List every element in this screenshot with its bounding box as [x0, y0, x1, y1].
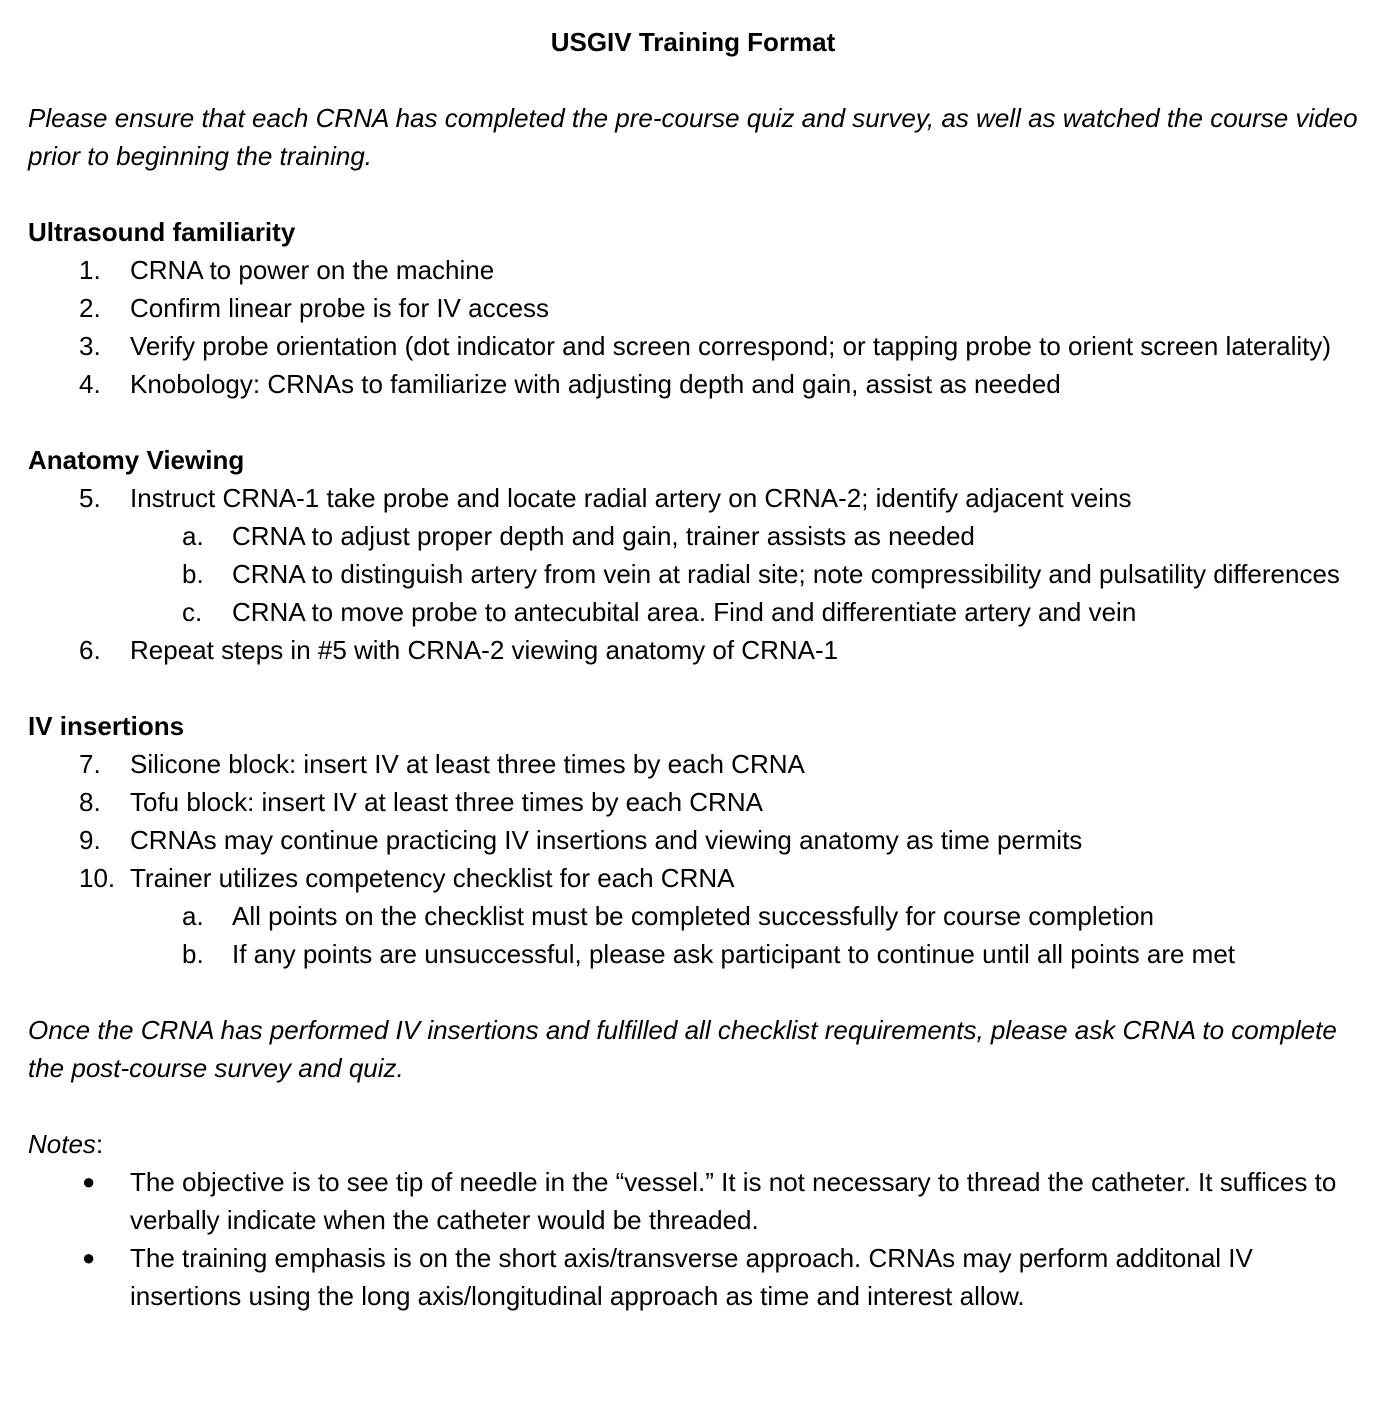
list-item	[28, 365, 1358, 403]
note-item-text: The training emphasis is on the short axis/transverse approach. CRNAs may perform additonal IV insertions using the long axis/longitudinal approach as time and interest allow.	[130, 1243, 1253, 1311]
list-item	[28, 821, 1358, 859]
notes-label: Notes	[28, 1129, 96, 1159]
sub-list-letter: c.	[182, 597, 203, 627]
sub-list-letter: b.	[182, 939, 204, 969]
list-item-text: Knobology: CRNAs to familiarize with adjusting depth and gain, assist as needed	[130, 369, 1061, 399]
list-item	[28, 251, 1358, 289]
list-item	[28, 783, 1358, 821]
sub-list-item-text: All points on the checklist must be completed successfully for course completion	[232, 901, 1154, 931]
sub-list-item	[28, 593, 1358, 631]
list-item-text: Silicone block: insert IV at least three times by each CRNA	[130, 749, 805, 779]
sub-list-item-text: CRNA to distinguish artery from vein at radial site; note compressibility and pulsatility differences	[232, 559, 1340, 589]
list-item	[28, 631, 1358, 669]
list-number: 8.	[79, 787, 101, 817]
list-item-text: Verify probe orientation (dot indicator and screen correspond; or tapping probe to orient screen laterality)	[130, 331, 1332, 361]
note-item	[28, 1239, 1358, 1315]
list-item	[28, 859, 1358, 897]
notes-colon: :	[95, 1129, 104, 1159]
list-number: 3.	[79, 331, 101, 361]
section-heading-iv-insertions: IV insertions	[28, 711, 185, 741]
note-item-text: The objective is to see tip of needle in the “vessel.” It is not necessary to thread the catheter. It suffices to verbally indicate when the catheter would be threaded.	[130, 1167, 1337, 1235]
notes-heading	[28, 1125, 1358, 1163]
document-page	[28, 23, 1358, 1315]
sub-list-letter: a.	[182, 521, 204, 551]
list-item-text: CRNA to power on the machine	[130, 255, 495, 285]
spacer	[28, 973, 1358, 1011]
list-number: 1.	[79, 255, 101, 285]
list-item-text: Instruct CRNA-1 take probe and locate radial artery on CRNA-2; identify adjacent veins	[130, 483, 1132, 513]
sub-list-item	[28, 897, 1358, 935]
list-number: 10.	[79, 863, 116, 893]
list-item	[28, 289, 1358, 327]
sub-list-item	[28, 935, 1358, 973]
sub-list-letter: a.	[182, 901, 204, 931]
list-item	[28, 327, 1358, 365]
sub-list-item	[28, 555, 1358, 593]
list-item-text: Confirm linear probe is for IV access	[130, 293, 550, 323]
spacer	[28, 403, 1358, 441]
sub-list-item	[28, 517, 1358, 555]
intro-paragraph: Please ensure that each CRNA has completed the pre-course quiz and survey, as well as watched the course video prior to beginning the training.	[28, 103, 1358, 171]
spacer	[28, 61, 1358, 99]
bullet-icon: ●	[82, 1245, 96, 1270]
bullet-icon: ●	[82, 1169, 96, 1194]
sub-list-letter: b.	[182, 559, 204, 589]
section-heading-ultrasound: Ultrasound familiarity	[28, 217, 296, 247]
list-number: 4.	[79, 369, 101, 399]
list-item	[28, 745, 1358, 783]
note-item	[28, 1163, 1358, 1239]
list-number: 5.	[79, 483, 101, 513]
spacer	[28, 1087, 1358, 1125]
sub-list-item-text: CRNA to adjust proper depth and gain, trainer assists as needed	[232, 521, 975, 551]
sub-list-item-text: If any points are unsuccessful, please ask participant to continue until all points are met	[232, 939, 1236, 969]
sub-list-item-text: CRNA to move probe to antecubital area. Find and differentiate artery and vein	[232, 597, 1137, 627]
list-number: 9.	[79, 825, 101, 855]
section-heading-anatomy: Anatomy Viewing	[28, 445, 245, 475]
closing-paragraph: Once the CRNA has performed IV insertions and fulfilled all checklist requirements, please ask CRNA to complete the post-course survey and quiz.	[28, 1015, 1337, 1083]
spacer	[28, 669, 1358, 707]
list-item-text: CRNAs may continue practicing IV insertions and viewing anatomy as time permits	[130, 825, 1083, 855]
list-number: 6.	[79, 635, 101, 665]
list-item	[28, 479, 1358, 517]
list-item-text: Repeat steps in #5 with CRNA-2 viewing anatomy of CRNA-1	[130, 635, 839, 665]
spacer	[28, 175, 1358, 213]
list-number: 7.	[79, 749, 101, 779]
list-number: 2.	[79, 293, 101, 323]
document-title: USGIV Training Format	[550, 27, 836, 57]
list-item-text: Tofu block: insert IV at least three times by each CRNA	[130, 787, 763, 817]
list-item-text: Trainer utilizes competency checklist for each CRNA	[130, 863, 735, 893]
